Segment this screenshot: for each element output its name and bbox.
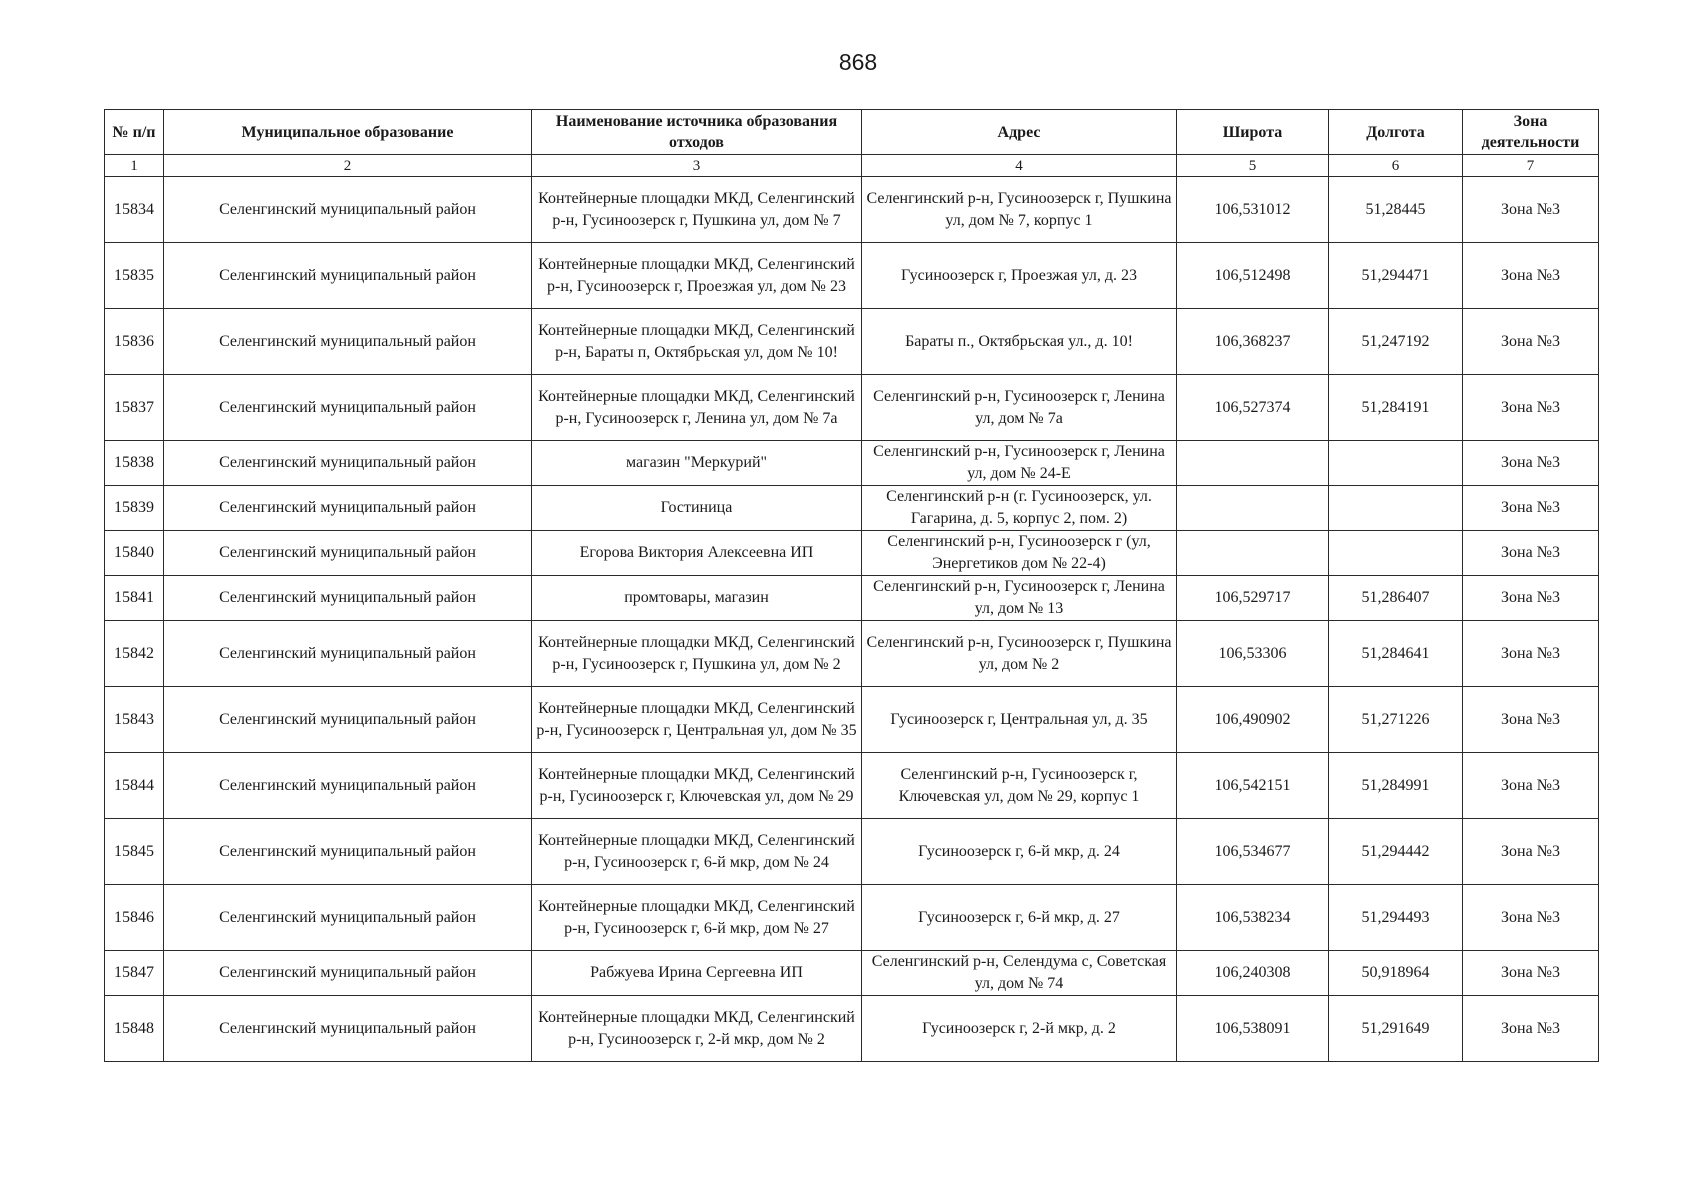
cell-address: Гусиноозерск г, 6-й мкр, д. 27 bbox=[862, 885, 1177, 951]
cell-address: Селенгинский р-н, Гусиноозерск г (ул, Энергетиков дом № 22-4) bbox=[862, 531, 1177, 576]
cell-zone: Зона №3 bbox=[1463, 441, 1599, 486]
cell-latitude bbox=[1177, 486, 1329, 531]
cell-num: 15842 bbox=[105, 621, 164, 687]
cell-address: Бараты п., Октябрьская ул., д. 10! bbox=[862, 309, 1177, 375]
cell-zone: Зона №3 bbox=[1463, 621, 1599, 687]
cell-latitude bbox=[1177, 441, 1329, 486]
cell-address: Селенгинский р-н, Гусиноозерск г, Ленина ул, дом № 13 bbox=[862, 576, 1177, 621]
cell-num: 15847 bbox=[105, 951, 164, 996]
cell-zone: Зона №3 bbox=[1463, 177, 1599, 243]
cell-municipality: Селенгинский муниципальный район bbox=[164, 531, 532, 576]
cell-source: магазин "Меркурий" bbox=[532, 441, 862, 486]
cell-longitude: 51,294442 bbox=[1329, 819, 1463, 885]
cell-source: Контейнерные площадки МКД, Селенгинский р-н, Гусиноозерск г, Ключевская ул, дом № 29 bbox=[532, 753, 862, 819]
cell-address: Селенгинский р-н (г. Гусиноозерск, ул. Гагарина, д. 5, корпус 2, пом. 2) bbox=[862, 486, 1177, 531]
table-row bbox=[105, 486, 1599, 531]
cell-latitude: 106,53306 bbox=[1177, 621, 1329, 687]
cell-longitude: 51,286407 bbox=[1329, 576, 1463, 621]
cell-latitude: 106,542151 bbox=[1177, 753, 1329, 819]
column-number: 2 bbox=[164, 155, 532, 177]
cell-municipality: Селенгинский муниципальный район bbox=[164, 753, 532, 819]
cell-zone: Зона №3 bbox=[1463, 753, 1599, 819]
table-row bbox=[105, 243, 1599, 309]
cell-zone: Зона №3 bbox=[1463, 819, 1599, 885]
cell-municipality: Селенгинский муниципальный район bbox=[164, 441, 532, 486]
cell-num: 15837 bbox=[105, 375, 164, 441]
header-source: Наименование источника образования отходов bbox=[532, 110, 862, 155]
cell-address: Селенгинский р-н, Гусиноозерск г, Пушкина ул, дом № 2 bbox=[862, 621, 1177, 687]
cell-longitude bbox=[1329, 531, 1463, 576]
table-row bbox=[105, 996, 1599, 1062]
cell-source: Рабжуева Ирина Сергеевна ИП bbox=[532, 951, 862, 996]
cell-municipality: Селенгинский муниципальный район bbox=[164, 177, 532, 243]
cell-longitude: 51,28445 bbox=[1329, 177, 1463, 243]
cell-address: Селенгинский р-н, Гусиноозерск г, Ленина ул, дом № 7а bbox=[862, 375, 1177, 441]
cell-latitude: 106,531012 bbox=[1177, 177, 1329, 243]
table-row bbox=[105, 177, 1599, 243]
cell-zone: Зона №3 bbox=[1463, 309, 1599, 375]
header-row bbox=[105, 110, 1599, 155]
cell-address: Селенгинский р-н, Селендума с, Советская ул, дом № 74 bbox=[862, 951, 1177, 996]
cell-num: 15844 bbox=[105, 753, 164, 819]
cell-num: 15845 bbox=[105, 819, 164, 885]
cell-latitude: 106,490902 bbox=[1177, 687, 1329, 753]
cell-source: Контейнерные площадки МКД, Селенгинский р-н, Гусиноозерск г, Пушкина ул, дом № 7 bbox=[532, 177, 862, 243]
cell-latitude: 106,538234 bbox=[1177, 885, 1329, 951]
page-number: 868 bbox=[838, 49, 878, 75]
cell-address: Селенгинский р-н, Гусиноозерск г, Ключевская ул, дом № 29, корпус 1 bbox=[862, 753, 1177, 819]
table-row bbox=[105, 309, 1599, 375]
cell-longitude bbox=[1329, 441, 1463, 486]
cell-source: Гостиница bbox=[532, 486, 862, 531]
cell-source: Контейнерные площадки МКД, Селенгинский р-н, Гусиноозерск г, 6-й мкр, дом № 24 bbox=[532, 819, 862, 885]
column-number: 3 bbox=[532, 155, 862, 177]
cell-zone: Зона №3 bbox=[1463, 687, 1599, 753]
cell-municipality: Селенгинский муниципальный район bbox=[164, 576, 532, 621]
cell-longitude: 51,271226 bbox=[1329, 687, 1463, 753]
cell-source: Контейнерные площадки МКД, Селенгинский р-н, Гусиноозерск г, Пушкина ул, дом № 2 bbox=[532, 621, 862, 687]
cell-address: Гусиноозерск г, 2-й мкр, д. 2 bbox=[862, 996, 1177, 1062]
cell-zone: Зона №3 bbox=[1463, 996, 1599, 1062]
cell-num: 15848 bbox=[105, 996, 164, 1062]
cell-municipality: Селенгинский муниципальный район bbox=[164, 375, 532, 441]
column-number: 6 bbox=[1329, 155, 1463, 177]
table-row bbox=[105, 819, 1599, 885]
table-row bbox=[105, 753, 1599, 819]
cell-source: Егорова Виктория Алексеевна ИП bbox=[532, 531, 862, 576]
cell-latitude: 106,534677 bbox=[1177, 819, 1329, 885]
cell-longitude bbox=[1329, 486, 1463, 531]
cell-zone: Зона №3 bbox=[1463, 576, 1599, 621]
cell-num: 15835 bbox=[105, 243, 164, 309]
column-number: 7 bbox=[1463, 155, 1599, 177]
cell-longitude: 50,918964 bbox=[1329, 951, 1463, 996]
cell-municipality: Селенгинский муниципальный район bbox=[164, 951, 532, 996]
cell-source: Контейнерные площадки МКД, Селенгинский р-н, Гусиноозерск г, Центральная ул, дом № 35 bbox=[532, 687, 862, 753]
column-numbers-row bbox=[105, 155, 1599, 177]
cell-municipality: Селенгинский муниципальный район bbox=[164, 621, 532, 687]
cell-latitude: 106,512498 bbox=[1177, 243, 1329, 309]
cell-num: 15834 bbox=[105, 177, 164, 243]
cell-municipality: Селенгинский муниципальный район bbox=[164, 243, 532, 309]
cell-zone: Зона №3 bbox=[1463, 375, 1599, 441]
cell-source: Контейнерные площадки МКД, Селенгинский р-н, Гусиноозерск г, Ленина ул, дом № 7а bbox=[532, 375, 862, 441]
cell-zone: Зона №3 bbox=[1463, 951, 1599, 996]
cell-source: Контейнерные площадки МКД, Селенгинский р-н, Гусиноозерск г, Проезжая ул, дом № 23 bbox=[532, 243, 862, 309]
cell-municipality: Селенгинский муниципальный район bbox=[164, 309, 532, 375]
table-row bbox=[105, 885, 1599, 951]
cell-longitude: 51,247192 bbox=[1329, 309, 1463, 375]
cell-num: 15838 bbox=[105, 441, 164, 486]
cell-latitude: 106,527374 bbox=[1177, 375, 1329, 441]
cell-zone: Зона №3 bbox=[1463, 885, 1599, 951]
column-number: 4 bbox=[862, 155, 1177, 177]
table-row bbox=[105, 621, 1599, 687]
cell-num: 15843 bbox=[105, 687, 164, 753]
cell-address: Гусиноозерск г, Центральная ул, д. 35 bbox=[862, 687, 1177, 753]
cell-source: Контейнерные площадки МКД, Селенгинский р-н, Гусиноозерск г, 6-й мкр, дом № 27 bbox=[532, 885, 862, 951]
cell-source: Контейнерные площадки МКД, Селенгинский р-н, Бараты п, Октябрьская ул, дом № 10! bbox=[532, 309, 862, 375]
cell-num: 15839 bbox=[105, 486, 164, 531]
cell-zone: Зона №3 bbox=[1463, 531, 1599, 576]
table-row bbox=[105, 951, 1599, 996]
column-number: 1 bbox=[105, 155, 164, 177]
cell-longitude: 51,284191 bbox=[1329, 375, 1463, 441]
cell-latitude: 106,240308 bbox=[1177, 951, 1329, 996]
cell-latitude: 106,529717 bbox=[1177, 576, 1329, 621]
cell-address: Селенгинский р-н, Гусиноозерск г, Пушкина ул, дом № 7, корпус 1 bbox=[862, 177, 1177, 243]
cell-municipality: Селенгинский муниципальный район bbox=[164, 819, 532, 885]
cell-municipality: Селенгинский муниципальный район bbox=[164, 885, 532, 951]
header-address: Адрес bbox=[862, 110, 1177, 155]
table-row bbox=[105, 531, 1599, 576]
cell-address: Гусиноозерск г, Проезжая ул, д. 23 bbox=[862, 243, 1177, 309]
table-row bbox=[105, 441, 1599, 486]
cell-longitude: 51,291649 bbox=[1329, 996, 1463, 1062]
cell-latitude: 106,538091 bbox=[1177, 996, 1329, 1062]
cell-num: 15841 bbox=[105, 576, 164, 621]
waste-sources-table bbox=[104, 109, 1599, 1062]
cell-longitude: 51,294471 bbox=[1329, 243, 1463, 309]
header-latitude: Широта bbox=[1177, 110, 1329, 155]
cell-longitude: 51,284991 bbox=[1329, 753, 1463, 819]
cell-num: 15846 bbox=[105, 885, 164, 951]
cell-zone: Зона №3 bbox=[1463, 243, 1599, 309]
cell-latitude bbox=[1177, 531, 1329, 576]
cell-municipality: Селенгинский муниципальный район bbox=[164, 486, 532, 531]
cell-municipality: Селенгинский муниципальный район bbox=[164, 687, 532, 753]
table-row bbox=[105, 687, 1599, 753]
cell-source: промтовары, магазин bbox=[532, 576, 862, 621]
column-number: 5 bbox=[1177, 155, 1329, 177]
header-municipality: Муниципальное образование bbox=[164, 110, 532, 155]
cell-num: 15840 bbox=[105, 531, 164, 576]
table-body bbox=[105, 177, 1599, 1062]
table-row bbox=[105, 576, 1599, 621]
table-row bbox=[105, 375, 1599, 441]
header-zone: Зона деятельности bbox=[1463, 110, 1599, 155]
cell-latitude: 106,368237 bbox=[1177, 309, 1329, 375]
cell-address: Гусиноозерск г, 6-й мкр, д. 24 bbox=[862, 819, 1177, 885]
cell-num: 15836 bbox=[105, 309, 164, 375]
cell-municipality: Селенгинский муниципальный район bbox=[164, 996, 532, 1062]
cell-longitude: 51,294493 bbox=[1329, 885, 1463, 951]
cell-zone: Зона №3 bbox=[1463, 486, 1599, 531]
header-num: № п/п bbox=[105, 110, 164, 155]
header-longitude: Долгота bbox=[1329, 110, 1463, 155]
cell-longitude: 51,284641 bbox=[1329, 621, 1463, 687]
cell-source: Контейнерные площадки МКД, Селенгинский р-н, Гусиноозерск г, 2-й мкр, дом № 2 bbox=[532, 996, 862, 1062]
cell-address: Селенгинский р-н, Гусиноозерск г, Ленина ул, дом № 24-Е bbox=[862, 441, 1177, 486]
